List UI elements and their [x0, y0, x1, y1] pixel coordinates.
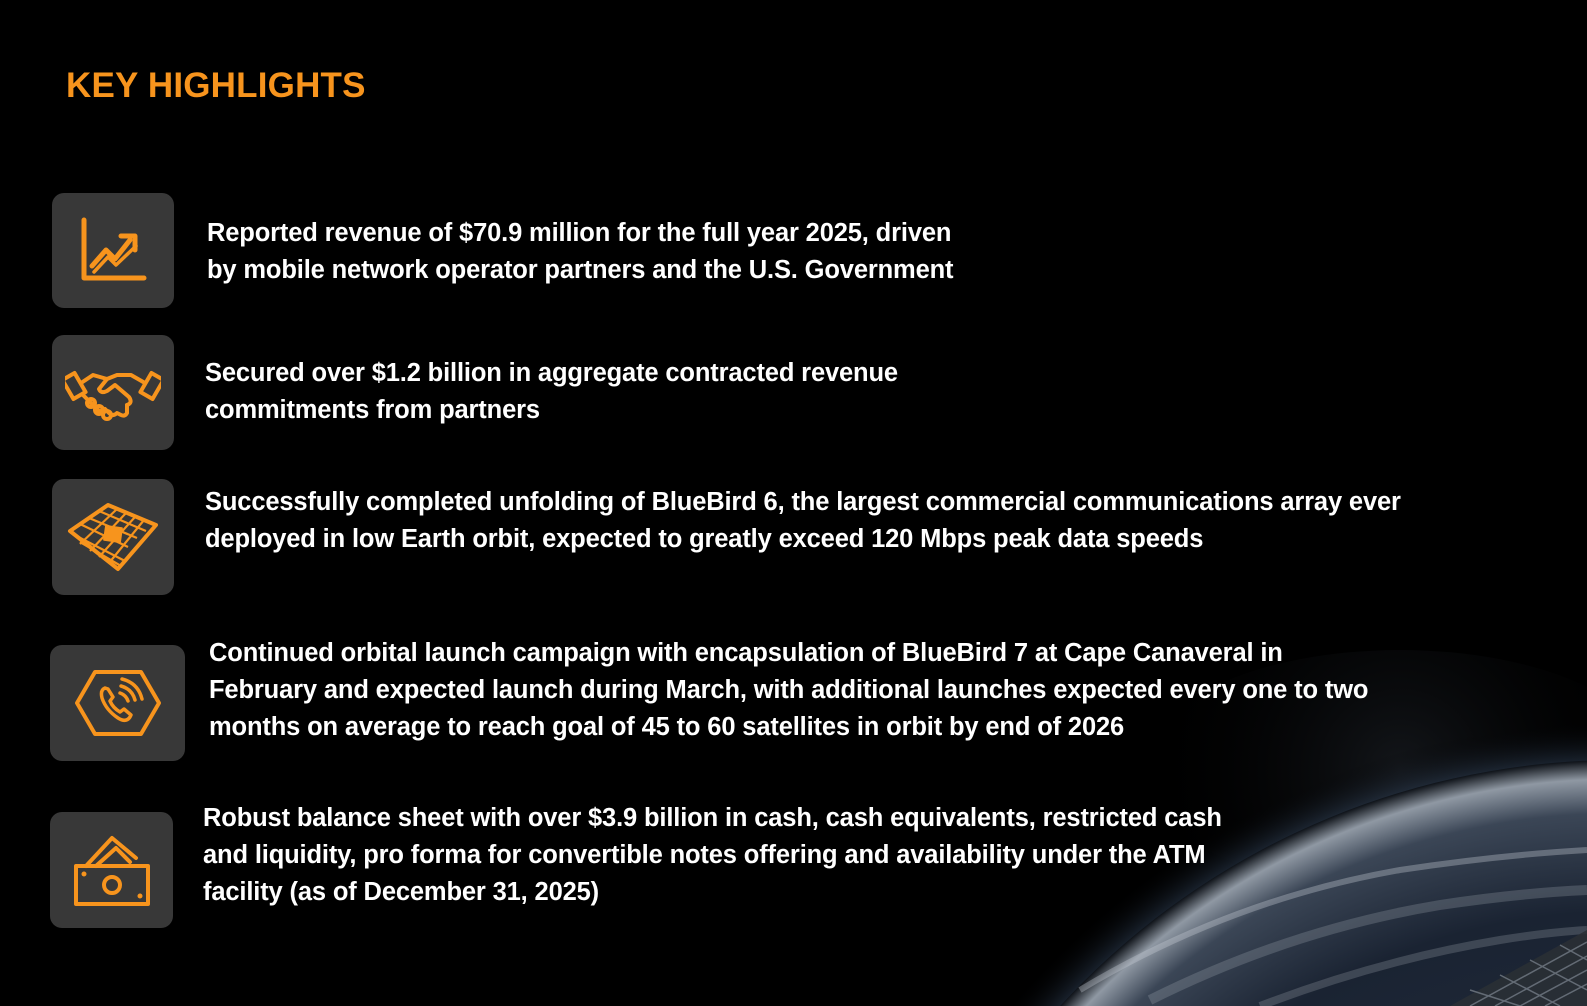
highlight-2-line-1: Secured over $1.2 billion in aggregate contracted revenue [205, 359, 898, 387]
highlight-5-line-1: Robust balance sheet with over $3.9 billion in cash, cash equivalents, restricted cash [203, 804, 1222, 832]
highlight-4-line-1: Continued orbital launch campaign with encapsulation of BlueBird 7 at Cape Canaveral in [209, 639, 1283, 667]
satellite-array-icon [66, 501, 160, 573]
highlight-1-line-1: Reported revenue of $70.9 million for the full year 2025, driven [207, 219, 952, 247]
highlight-5-line-3: facility (as of December 31, 2025) [203, 878, 600, 906]
highlight-1-icon-tile [52, 193, 174, 308]
highlight-2-line-2: commitments from partners [205, 396, 540, 424]
highlight-4-text [209, 635, 1368, 746]
highlight-3-text [205, 484, 1401, 558]
highlight-4-line-2: February and expected launch during March, with additional launches expected every one to two [209, 676, 1369, 704]
highlight-5-line-2: and liquidity, pro forma for convertible notes offering and availability under the ATM [203, 841, 1206, 869]
revenue-growth-chart-icon [78, 216, 148, 286]
highlight-1-text [207, 215, 953, 289]
phone-signal-hexagon-icon [73, 668, 163, 738]
handshake-icon [65, 361, 161, 425]
highlight-2-icon-tile [52, 335, 174, 450]
highlight-3-line-1: Successfully completed unfolding of BlueBird 6, the largest commercial communications array ever [205, 488, 1401, 516]
highlight-4-icon-tile [50, 645, 185, 761]
highlight-5-text [203, 800, 1222, 911]
highlight-2-text [205, 355, 898, 429]
highlight-5-icon-tile [50, 812, 173, 928]
highlight-3-line-2: deployed in low Earth orbit, expected to greatly exceed 120 Mbps peak data speeds [205, 525, 1204, 553]
highlight-4-line-3: months on average to reach goal of 45 to 60 satellites in orbit by end of 2026 [209, 713, 1125, 741]
page-title: KEY HIGHLIGHTS [66, 66, 366, 105]
highlight-3-icon-tile [52, 479, 174, 595]
cash-icon [72, 830, 152, 910]
highlight-1-line-2: by mobile network operator partners and the U.S. Government [207, 256, 954, 284]
